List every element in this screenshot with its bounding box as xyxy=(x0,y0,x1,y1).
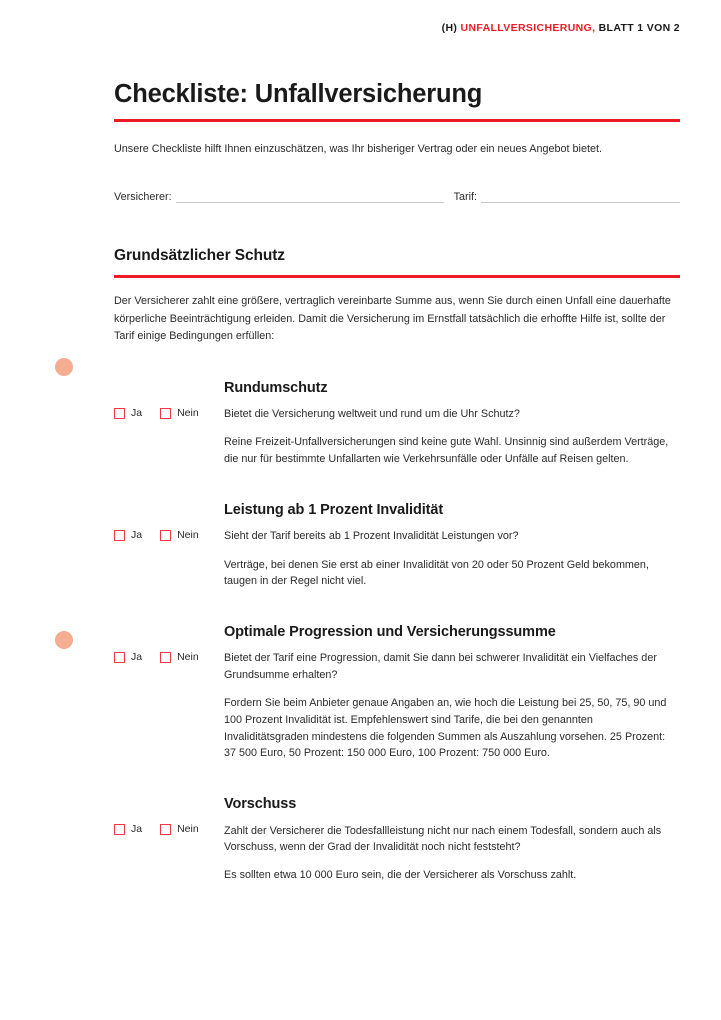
page-title: Checkliste: Unfallversicherung xyxy=(114,80,483,108)
checklist-items xyxy=(114,346,680,885)
tariff-input[interactable] xyxy=(481,191,680,203)
checkbox-no-icon[interactable] xyxy=(160,408,171,419)
choice-yes-label: Ja xyxy=(131,823,143,836)
checkbox-yes-icon[interactable] xyxy=(114,530,125,541)
section-lead-text: Der Versicherer zahlt eine größere, vertraglich vereinbarte Summe aus, wenn Sie durch einen Unfall eine dauerhafte körperliche Beeinträchtigung erleiden. Damit die Versicherung im Ernstfall tatsächlich die erhoffte Hilfe ist, sollte der Tarif einige Bedingungen erfüllen: xyxy=(114,295,671,343)
fillin-row xyxy=(114,158,680,203)
item-title: Optimale Progression und Versicherungssumme xyxy=(224,624,556,641)
running-head-sheet: BLATT 1 VON 2 xyxy=(598,22,680,34)
choice-yes-label: Ja xyxy=(131,651,143,664)
item-note: Fordern Sie beim Anbieter genaue Angaben an, wie hoch die Leistung bei 25, 50, 75, 90 und 100 Prozent Invalidität ist. Empfehlenswert sind Tarife, die bei den genannten Invaliditätsgraden mindestens die folgenden Summen als Auszahlung vorsehen. 25 Prozent: 37 500 Euro, 50 Prozent: 150 000 Euro, 100 Prozent: 750 000 Euro. xyxy=(224,697,667,760)
choice-yes[interactable] xyxy=(114,408,142,419)
checklist-item xyxy=(114,468,680,590)
insurer-label: Versicherer: xyxy=(114,191,172,204)
item-question: Bietet die Versicherung weltweit und rund um die Uhr Schutz? xyxy=(224,407,520,420)
checkbox-no-icon[interactable] xyxy=(160,824,171,835)
item-question: Bietet der Tarif eine Progression, damit Sie dann bei schwerer Invalidität ein Vielfaches der Grundsumme erhalten? xyxy=(224,652,657,681)
tariff-label: Tarif: xyxy=(453,191,478,204)
checklist-item xyxy=(114,590,680,762)
intro-text: Unsere Checkliste hilft Ihnen einzuschätzen, was Ihr bisheriger Vertrag oder ein neues Angebot bietet. xyxy=(114,143,602,156)
choice-no-label: Nein xyxy=(177,651,199,664)
choice-group xyxy=(114,530,199,541)
running-head-prefix: (H) xyxy=(441,22,458,34)
section-grundsaetzlicher-schutz xyxy=(114,203,680,884)
choice-group xyxy=(114,408,199,419)
choice-group xyxy=(114,824,199,835)
checkbox-yes-icon[interactable] xyxy=(114,824,125,835)
choice-no-label: Nein xyxy=(177,529,199,542)
choice-yes-label: Ja xyxy=(131,529,143,542)
checkbox-yes-icon[interactable] xyxy=(114,408,125,419)
item-title: Rundumschutz xyxy=(224,379,328,396)
content-column xyxy=(114,0,680,884)
checkbox-no-icon[interactable] xyxy=(160,652,171,663)
item-question: Zahlt der Versicherer die Todesfallleistung nicht nur nach einem Todesfall, sondern auch als Vorschuss, wenn der Grad der Invalidität noch nicht feststeht? xyxy=(224,824,662,853)
insurer-input[interactable] xyxy=(176,191,444,203)
choice-yes-label: Ja xyxy=(131,406,143,419)
section-title: Grundsätzlicher Schutz xyxy=(114,247,285,265)
running-head-product: UNFALLVERSICHERUNG, xyxy=(460,22,596,34)
choice-no[interactable] xyxy=(160,530,199,541)
choice-no[interactable] xyxy=(160,408,199,419)
choice-no[interactable] xyxy=(160,824,199,835)
choice-no-label: Nein xyxy=(177,823,199,836)
choice-yes[interactable] xyxy=(114,652,142,663)
margin-dot-icon xyxy=(55,631,73,649)
choice-yes[interactable] xyxy=(114,530,142,541)
checklist-item xyxy=(114,762,680,884)
item-note: Reine Freizeit-Unfallversicherungen sind keine gute Wahl. Unsinnig sind außerdem Verträge, die nur für bestimmte Unfallarten wie Verkehrsunfälle oder Unfälle auf Reisen gelten. xyxy=(224,436,669,466)
choice-no-label: Nein xyxy=(177,406,199,419)
checklist-item xyxy=(114,360,680,468)
item-note: Verträge, bei denen Sie erst ab einer Invalidität von 20 oder 50 Prozent Geld bekommen, taugen in der Regel nicht viel. xyxy=(224,558,649,588)
margin-dot-icon xyxy=(55,358,73,376)
choice-yes[interactable] xyxy=(114,824,142,835)
checkbox-yes-icon[interactable] xyxy=(114,652,125,663)
item-title: Vorschuss xyxy=(224,796,297,813)
choice-no[interactable] xyxy=(160,652,199,663)
item-question: Sieht der Tarif bereits ab 1 Prozent Invalidität Leistungen vor? xyxy=(224,530,519,543)
choice-group xyxy=(114,652,199,663)
item-note: Es sollten etwa 10 000 Euro sein, die der Versicherer als Vorschuss zahlt. xyxy=(224,869,577,882)
checkbox-no-icon[interactable] xyxy=(160,530,171,541)
item-title: Leistung ab 1 Prozent Invalidität xyxy=(224,501,444,518)
